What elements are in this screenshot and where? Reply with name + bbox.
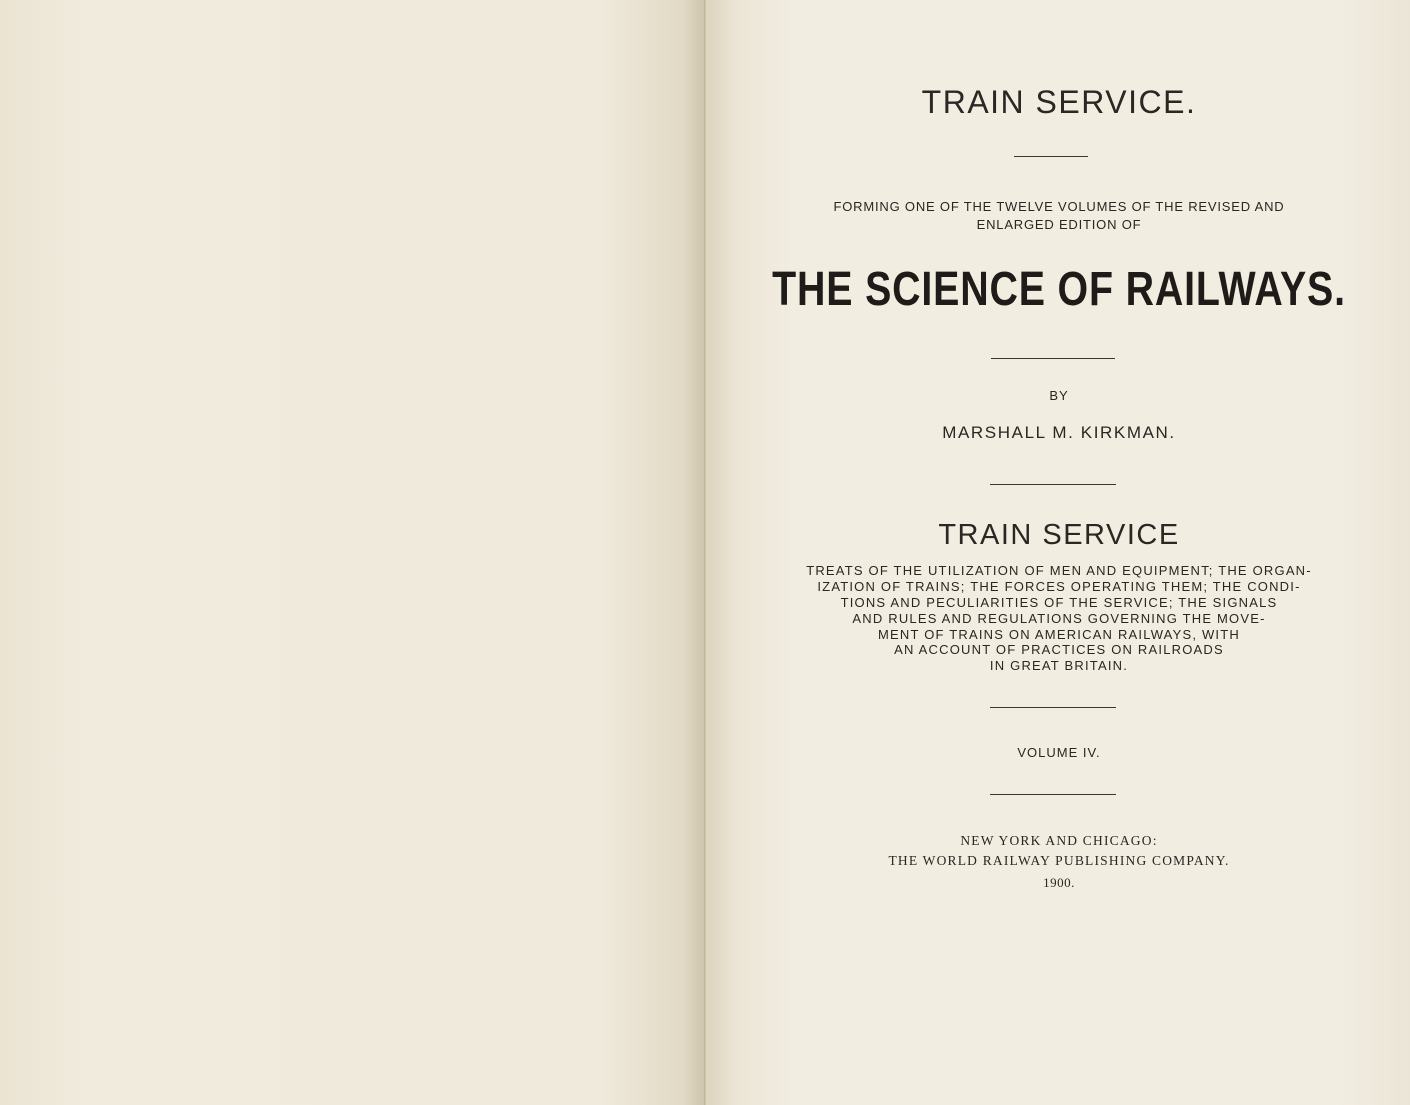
publication-place: NEW YORK AND CHICAGO: bbox=[960, 833, 1158, 848]
description-line: IN GREAT BRITAIN. bbox=[989, 658, 1129, 673]
rule-4 bbox=[990, 707, 1116, 708]
description-line: TREATS OF THE UTILIZATION OF MEN AND EQUIPMENT; THE ORGAN- bbox=[806, 563, 1312, 578]
left-blank-page bbox=[0, 0, 704, 1105]
title-page-content bbox=[708, 0, 1410, 1105]
description-line: TIONS AND PECULIARITIES OF THE SERVICE; THE SIGNALS bbox=[840, 595, 1278, 610]
rule-2 bbox=[991, 358, 1115, 359]
forming-line-2: ENLARGED EDITION OF bbox=[976, 217, 1142, 232]
author-name: MARSHALL M. KIRKMAN. bbox=[942, 423, 1176, 442]
title-page bbox=[708, 0, 1410, 1105]
top-title: TRAIN SERVICE. bbox=[921, 84, 1197, 120]
publisher-name: THE WORLD RAILWAY PUBLISHING COMPANY. bbox=[888, 853, 1230, 868]
rule-3 bbox=[990, 484, 1116, 485]
volume-number: VOLUME IV. bbox=[1017, 745, 1101, 760]
by-line: BY bbox=[1049, 388, 1069, 403]
main-title: THE SCIENCE OF RAILWAYS. bbox=[772, 263, 1346, 316]
rule-5 bbox=[990, 794, 1116, 795]
subtitle: TRAIN SERVICE bbox=[938, 519, 1180, 551]
publication-year: 1900. bbox=[1043, 875, 1075, 890]
description-line: AND RULES AND REGULATIONS GOVERNING THE MOVE- bbox=[852, 611, 1266, 626]
forming-line-1: FORMING ONE OF THE TWELVE VOLUMES OF THE REVISED AND bbox=[833, 199, 1285, 214]
description-line: IZATION OF TRAINS; THE FORCES OPERATING THEM; THE CONDI- bbox=[817, 579, 1301, 594]
description-line: AN ACCOUNT OF PRACTICES ON RAILROADS bbox=[894, 642, 1224, 657]
rule-1 bbox=[1014, 156, 1088, 157]
description-line: MENT OF TRAINS ON AMERICAN RAILWAYS, WITH bbox=[878, 627, 1240, 642]
